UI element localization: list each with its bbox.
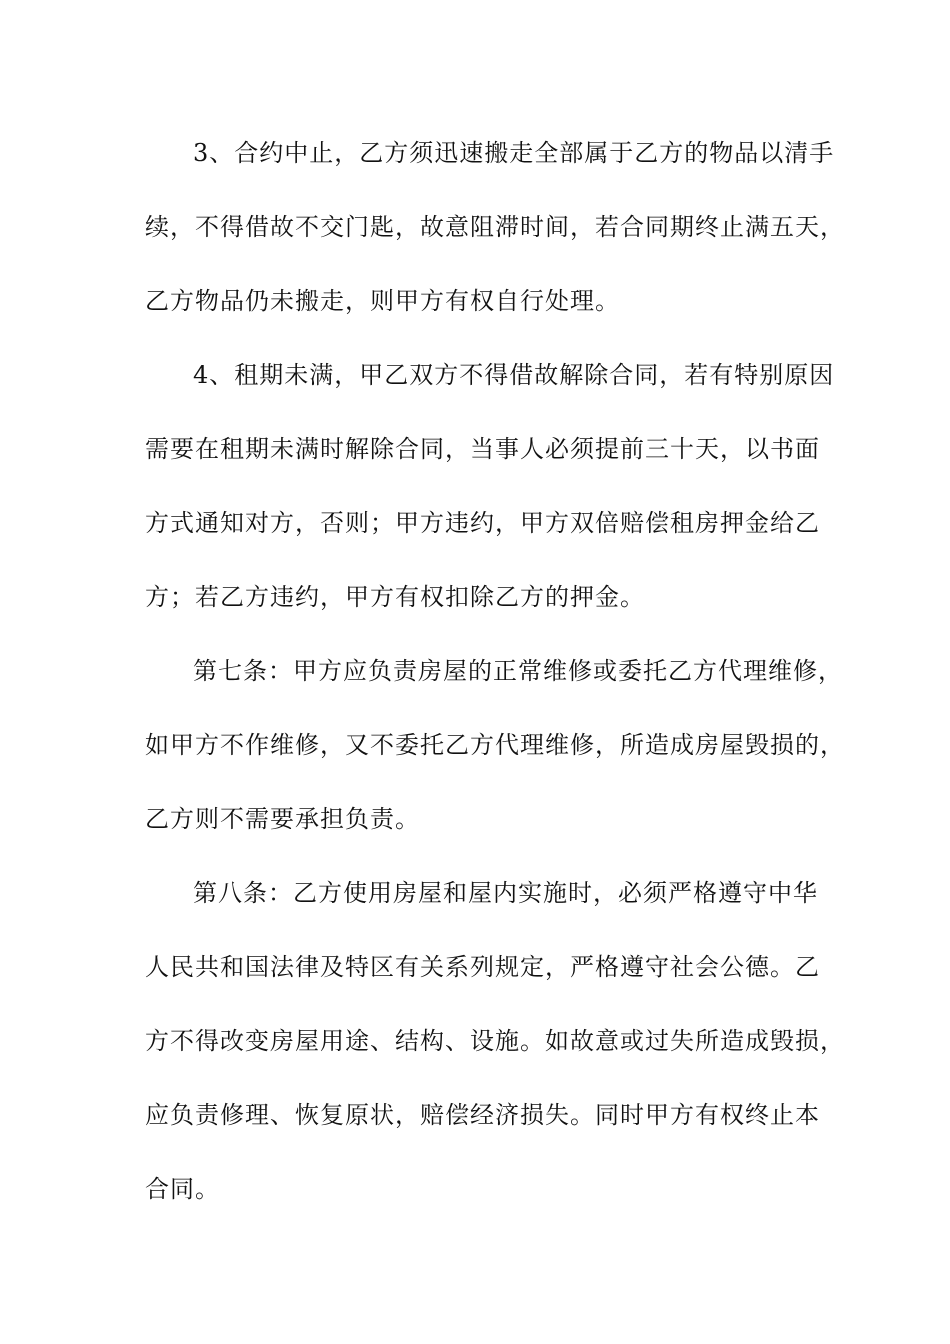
text-line: 3、合约中止，乙方须迅速搬走全部属于乙方的物品以清手 bbox=[193, 139, 835, 167]
text-line: 乙方则不需要承担负责。 bbox=[145, 805, 420, 833]
text-line: 方式通知对方，否则；甲方违约，甲方双倍赔偿租房押金给乙 bbox=[145, 509, 820, 537]
text-line: 合同。 bbox=[145, 1175, 220, 1203]
text-line: 应负责修理、恢复原状，赔偿经济损失。同时甲方有权终止本 bbox=[145, 1101, 820, 1129]
text-line: 续，不得借故不交门匙，故意阻滞时间，若合同期终止满五天， bbox=[145, 213, 845, 241]
paragraph-article-7 bbox=[145, 644, 845, 866]
paragraph-article-8 bbox=[145, 866, 845, 1236]
text-line: 方；若乙方违约，甲方有权扣除乙方的押金。 bbox=[145, 583, 645, 611]
text-line: 需要在租期未满时解除合同，当事人必须提前三十天，以书面 bbox=[145, 435, 820, 463]
document-body bbox=[145, 126, 845, 1236]
text-line: 方不得改变房屋用途、结构、设施。如故意或过失所造成毁损， bbox=[145, 1027, 845, 1055]
text-line: 第八条：乙方使用房屋和屋内实施时，必须严格遵守中华 bbox=[193, 879, 818, 907]
text-line: 第七条：甲方应负责房屋的正常维修或委托乙方代理维修， bbox=[193, 657, 843, 685]
text-line: 乙方物品仍未搬走，则甲方有权自行处理。 bbox=[145, 287, 620, 315]
text-line: 4、租期未满，甲乙双方不得借故解除合同，若有特别原因 bbox=[193, 361, 835, 389]
text-line: 如甲方不作维修，又不委托乙方代理维修，所造成房屋毁损的， bbox=[145, 731, 845, 759]
paragraph-clause-4 bbox=[145, 348, 835, 644]
text-line: 人民共和国法律及特区有关系列规定，严格遵守社会公德。乙 bbox=[145, 953, 820, 981]
paragraph-clause-3 bbox=[145, 126, 845, 348]
